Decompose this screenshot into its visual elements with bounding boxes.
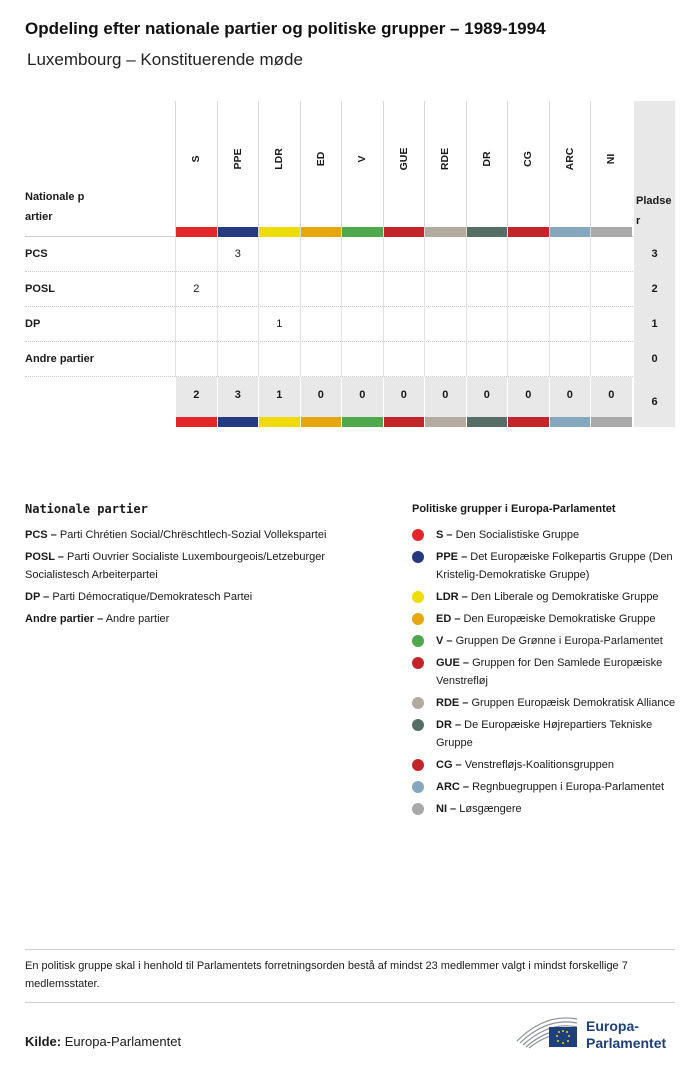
group-code-label: NI — [605, 153, 618, 165]
total-cell — [466, 377, 508, 427]
table-row — [25, 237, 675, 272]
logo-line-1: Europa- — [586, 1018, 639, 1034]
group-code: S – — [436, 529, 453, 541]
table-cell — [341, 272, 383, 307]
total-value: 0 — [525, 389, 532, 401]
group-column-header — [383, 101, 425, 237]
group-color-bar — [342, 417, 383, 427]
group-code: NI – — [436, 803, 457, 815]
table-cell — [217, 272, 259, 307]
group-column-header — [175, 101, 217, 237]
seats-cell: 2 — [634, 272, 675, 307]
total-cell — [424, 377, 466, 427]
legend-dot-icon — [412, 803, 424, 815]
table-row — [25, 272, 675, 307]
group-code-label: ED — [314, 151, 327, 167]
group-color-bar — [425, 417, 466, 427]
group-code-label: LDR — [273, 148, 286, 170]
table-cell — [507, 237, 549, 272]
group-name: Regnbuegruppen i Europa-Parlamentet — [472, 781, 665, 793]
group-column-header — [217, 101, 259, 237]
table-cell — [424, 272, 466, 307]
source-label: Kilde: — [25, 1034, 62, 1049]
totals-row — [25, 377, 675, 427]
group-color-bar — [218, 227, 259, 237]
table-cell — [383, 237, 425, 272]
table-cell — [590, 272, 632, 307]
group-column-header — [466, 101, 508, 237]
seats-cell: 0 — [634, 342, 675, 377]
group-code-label: DR — [480, 151, 493, 167]
table-cell — [175, 342, 217, 377]
table-cell — [258, 342, 300, 377]
table-cell — [424, 342, 466, 377]
group-code: CG – — [436, 759, 462, 771]
group-legend-item — [412, 588, 677, 606]
table-cell — [217, 307, 259, 342]
group-color-bar — [467, 227, 508, 237]
legend-dot-icon — [412, 529, 424, 541]
table-cell — [549, 237, 591, 272]
table-cell — [341, 307, 383, 342]
group-color-bar — [176, 417, 217, 427]
total-value: 0 — [359, 389, 366, 401]
total-value: 0 — [400, 389, 407, 401]
table-cell — [466, 307, 508, 342]
group-column-header — [549, 101, 591, 237]
group-code: RDE – — [436, 697, 469, 709]
seats-header-label: Pladser — [636, 195, 672, 227]
total-value: 0 — [317, 389, 324, 401]
total-cell — [383, 377, 425, 427]
total-value: 2 — [193, 389, 200, 401]
table-cell — [258, 272, 300, 307]
group-name: Den Liberale og Demokratiske Gruppe — [470, 591, 659, 603]
legend-dot-icon — [412, 759, 424, 771]
table-row — [25, 342, 675, 377]
group-legend-item — [412, 526, 677, 544]
group-name: Løsgængere — [459, 803, 522, 815]
legend-dot-icon — [412, 613, 424, 625]
group-legend-item — [412, 694, 677, 712]
group-color-bar — [384, 227, 425, 237]
group-color-bar — [591, 417, 632, 427]
group-code: ED – — [436, 613, 461, 625]
table-cell — [590, 342, 632, 377]
group-code-label: CG — [522, 151, 535, 167]
group-legend-item — [412, 632, 677, 650]
party-name: Parti Démocratique/Demokratesch Partei — [52, 591, 253, 603]
total-value: 0 — [608, 389, 615, 401]
table-cell — [300, 307, 342, 342]
group-legend-item — [412, 654, 677, 690]
national-legend-item — [25, 610, 370, 628]
table-cell — [549, 307, 591, 342]
total-cell — [175, 377, 217, 427]
total-cell — [300, 377, 342, 427]
divider — [25, 1002, 675, 1003]
table-cell — [383, 272, 425, 307]
group-color-bar — [508, 227, 549, 237]
group-column-header — [341, 101, 383, 237]
europarl-logo-text — [586, 1018, 666, 1052]
total-value: 1 — [276, 389, 283, 401]
total-cell — [217, 377, 259, 427]
group-name: Den Europæiske Demokratiske Gruppe — [463, 613, 656, 625]
national-legend-item — [25, 526, 370, 544]
group-legend-title: Politiske grupper i Europa-Parlamentet — [412, 503, 616, 515]
group-name: Det Europæiske Folkepartis Gruppe (Den Kristelig-Demokratiske Gruppe) — [436, 551, 673, 581]
national-legend-item — [25, 548, 370, 584]
table-cell — [175, 237, 217, 272]
group-color-bar — [425, 227, 466, 237]
table-cell — [466, 342, 508, 377]
group-color-bar — [342, 227, 383, 237]
table-cell — [175, 307, 217, 342]
legend-dot-icon — [412, 719, 424, 731]
group-legend-item — [412, 610, 677, 628]
group-column-header — [258, 101, 300, 237]
total-value: 0 — [566, 389, 573, 401]
table-cell — [383, 307, 425, 342]
legend-dot-icon — [412, 781, 424, 793]
group-color-bar — [301, 227, 342, 237]
footnote: En politisk gruppe skal i henhold til Parlamentets forretningsorden bestå af mindst 23 medlemmer valgt i mindst forskellige 7 medlemsstater. — [25, 960, 628, 990]
party-label: PCS — [25, 248, 48, 260]
source-line — [25, 1034, 181, 1049]
total-value: 0 — [483, 389, 490, 401]
group-color-bar — [301, 417, 342, 427]
seat-distribution-table — [25, 101, 675, 427]
total-cell — [258, 377, 300, 427]
group-legend-item — [412, 778, 677, 796]
group-color-bar — [259, 417, 300, 427]
party-label: Andre partier — [25, 353, 95, 365]
group-code: LDR – — [436, 591, 468, 603]
group-name: Gruppen De Grønne i Europa-Parlamentet — [455, 635, 663, 647]
group-color-bar — [550, 227, 591, 237]
table-row — [25, 307, 675, 342]
party-name: Andre partier — [105, 613, 170, 625]
group-code-label: V — [356, 155, 369, 163]
seats-column-header — [634, 101, 675, 237]
party-name: Parti Chrétien Social/Chrëschtlech-Sozial Vollekspartei — [59, 529, 327, 541]
group-code: DR – — [436, 719, 462, 731]
group-column-header — [300, 101, 342, 237]
group-code-label: ARC — [563, 147, 576, 171]
chart-subtitle: Luxembourg – Konstituerende møde — [27, 50, 303, 69]
group-name: Gruppen Europæisk Demokratisk Alliance — [471, 697, 676, 709]
table-cell — [300, 272, 342, 307]
table-cell: 2 — [175, 272, 217, 307]
group-color-bar — [259, 227, 300, 237]
party-code: Andre partier – — [25, 613, 104, 625]
chart-title: Opdeling efter nationale partier og politiske grupper – 1989-1994 — [25, 19, 546, 38]
total-cell — [507, 377, 549, 427]
group-code: V – — [436, 635, 453, 647]
group-code: PPE – — [436, 551, 468, 563]
national-legend — [25, 526, 370, 632]
group-code-label: RDE — [439, 147, 452, 171]
group-column-header — [590, 101, 632, 237]
total-value: 0 — [442, 389, 449, 401]
table-cell: 1 — [258, 307, 300, 342]
table-cell — [300, 237, 342, 272]
group-legend-item — [412, 756, 677, 774]
table-cell — [507, 342, 549, 377]
group-code: GUE – — [436, 657, 470, 669]
group-color-bar — [591, 227, 632, 237]
total-cell — [341, 377, 383, 427]
table-cell — [424, 307, 466, 342]
group-code: ARC – — [436, 781, 470, 793]
table-cell — [341, 342, 383, 377]
group-legend-item — [412, 548, 677, 584]
table-body — [25, 237, 675, 377]
total-cell — [549, 377, 591, 427]
table-cell — [300, 342, 342, 377]
row-header-label: Nationale partier — [25, 191, 85, 223]
party-code: DP – — [25, 591, 50, 603]
group-color-bar — [384, 417, 425, 427]
party-code: POSL – — [25, 551, 64, 563]
table-header-row — [25, 101, 675, 237]
group-code-label: S — [190, 155, 203, 163]
table-cell — [341, 237, 383, 272]
divider — [25, 949, 675, 950]
group-legend — [412, 526, 677, 822]
group-column-header — [424, 101, 466, 237]
table-cell — [590, 307, 632, 342]
legend-dot-icon — [412, 591, 424, 603]
table-cell — [466, 272, 508, 307]
group-color-bar — [467, 417, 508, 427]
table-cell — [258, 237, 300, 272]
total-value: 3 — [234, 389, 241, 401]
table-cell — [507, 307, 549, 342]
group-color-bar — [218, 417, 259, 427]
seats-cell: 3 — [634, 237, 675, 272]
table-cell — [549, 272, 591, 307]
total-seats-cell: 6 — [634, 377, 675, 427]
group-color-bar — [508, 417, 549, 427]
group-name: Den Socialistiske Gruppe — [455, 529, 580, 541]
national-legend-item — [25, 588, 370, 606]
total-cell — [590, 377, 632, 427]
seats-cell: 1 — [634, 307, 675, 342]
group-legend-item — [412, 716, 677, 752]
group-color-bar — [550, 417, 591, 427]
table-cell — [466, 237, 508, 272]
legend-dot-icon — [412, 697, 424, 709]
logo-line-2: Parlamentet — [586, 1035, 667, 1051]
legend-dot-icon — [412, 635, 424, 647]
table-cell — [549, 342, 591, 377]
table-cell — [507, 272, 549, 307]
party-code: PCS – — [25, 529, 57, 541]
table-cell — [424, 237, 466, 272]
group-name: Gruppen for Den Samlede Europæiske Venstrefløj — [436, 657, 663, 687]
table-cell: 3 — [217, 237, 259, 272]
table-cell — [590, 237, 632, 272]
group-code-label: PPE — [231, 148, 244, 170]
group-name: De Europæiske Højrepartiers Tekniske Gruppe — [436, 719, 653, 749]
table-cell — [217, 342, 259, 377]
group-color-bar — [176, 227, 217, 237]
national-legend-title: Nationale partier — [25, 502, 148, 516]
group-name: Venstrefløjs-Koalitionsgruppen — [464, 759, 614, 771]
legend-dot-icon — [412, 657, 424, 669]
table-cell — [383, 342, 425, 377]
legend-dot-icon — [412, 551, 424, 563]
party-label: DP — [25, 318, 41, 330]
group-legend-item — [412, 800, 677, 818]
group-column-header — [507, 101, 549, 237]
party-label: POSL — [25, 283, 55, 295]
party-name: Parti Ouvrier Socialiste Luxembourgeois/Letzeburger Socialistesch Arbeiterpartei — [25, 551, 326, 581]
group-code-label: GUE — [397, 147, 410, 171]
source-value: Europa-Parlamentet — [64, 1034, 182, 1049]
